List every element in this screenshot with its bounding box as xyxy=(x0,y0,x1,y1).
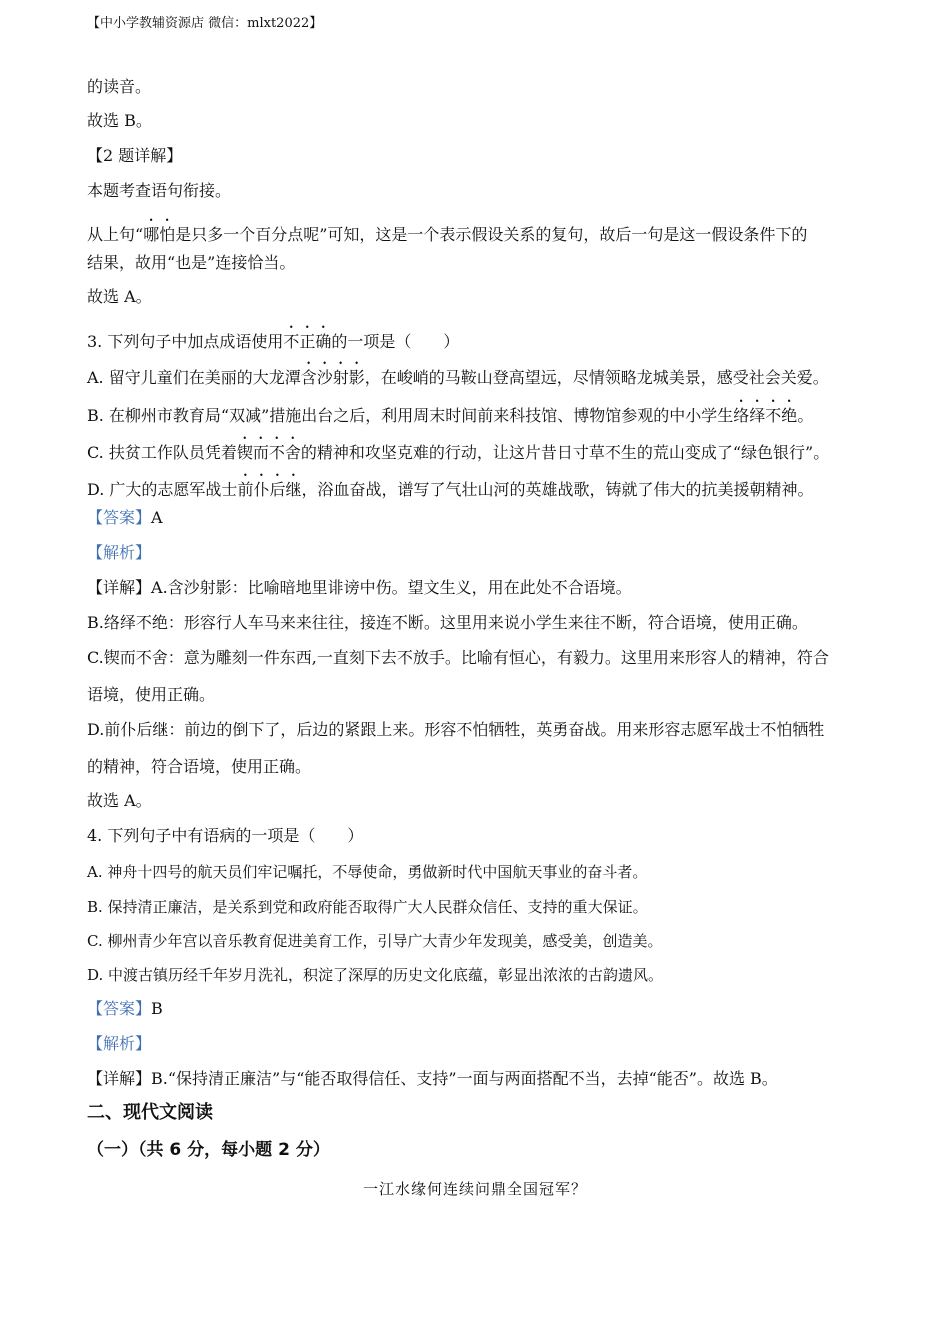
q3-optB-pre: B. 在柳州市教育局“双减”措施出台之后，利用周末时间前来科技馆、博物馆参观的中小学生 xyxy=(87,406,734,425)
q3-detail-d-line-2: 的精神，符合语境，使用正确。 xyxy=(87,757,312,776)
q3-detail-a-text: A.含沙射影：比喻暗地里诽谤中伤。望文生义，用在此处不合语境。 xyxy=(151,578,632,597)
q3-stem-pre: 3. 下列句子中加点成语使用 xyxy=(87,332,284,351)
q3-stem-post: 的一项是（ ） xyxy=(331,332,460,351)
q3-detail-d-line-1: D.前仆后继：前边的倒下了，后边的紧跟上来。形容不怕牺牲，英勇奋战。用来形容志愿军战士不怕牺牲 xyxy=(87,720,825,739)
q3-option-d xyxy=(87,471,813,500)
q2-explanation-line-1 xyxy=(87,216,807,245)
q4-option-a: A. 神舟十四号的航天员们牢记嘱托，不辱使命，勇做新时代中国航天事业的奋斗者。 xyxy=(87,863,648,881)
q2-intro: 本题考查语句衔接。 xyxy=(87,181,232,200)
q3-optD-post: ，浴血奋战，谱写了气壮山河的英雄战歌，铸就了伟大的抗美援朝精神。 xyxy=(301,480,814,499)
q3-optB-dotted: 络绎不绝 xyxy=(733,406,798,425)
header-watermark: 【中小学教辅资源店 微信：mlxt2022】 xyxy=(87,16,323,31)
q3-option-c xyxy=(87,434,829,463)
q3-detail-c-line-1: C.锲而不舍：意为雕刻一件东西,一直刻下去不放手。比喻有恒心，有毅力。这里用来形容人的精神，符合 xyxy=(87,648,829,667)
q3-optD-dotted: 前仆后继 xyxy=(237,480,302,499)
q2-line1-post: 是只多一个百分点呢”可知，这是一个表示假设关系的复句，故后一句是这一假设条件下的 xyxy=(175,225,808,244)
q3-stem xyxy=(87,323,459,352)
q3-optA-post: ，在峻峭的马鞍山登高望远，尽情领略龙城美景，感受社会关爱。 xyxy=(364,368,829,387)
q3-optA-pre: A. 留守儿童们在美丽的大龙潭 xyxy=(87,368,301,387)
q3-optD-pre: D. 广大的志愿军战士 xyxy=(87,480,238,499)
q3-detail-a xyxy=(87,578,632,598)
q4-detail xyxy=(87,1069,778,1089)
q3-detail-c-line-2: 语境，使用正确。 xyxy=(87,685,216,704)
q4-answer-label: 【答案】 xyxy=(87,999,152,1018)
q3-optC-pre: C. 扶贫工作队员凭着 xyxy=(87,443,237,462)
q3-optC-dotted: 锲而不舍 xyxy=(236,443,301,462)
q4-option-d: D. 中渡古镇历经千年岁月洗礼，积淀了深厚的历史文化底蕴，彰显出浓浓的古韵遗风。 xyxy=(87,966,664,984)
q4-detail-text: B.“保持清正廉洁”与“能否取得信任、支持”一面与两面搭配不当，去掉“能否”。故选 B。 xyxy=(151,1069,778,1088)
q2-line1-pre: 从上句“ xyxy=(87,225,144,244)
q3-optC-post: 的精神和攻坚克难的行动，让这片昔日寸草不生的荒山变成了“绿色银行”。 xyxy=(300,443,830,462)
q3-stem-dotted: 不正确 xyxy=(283,332,332,351)
article-title: 一江水缘何连续问鼎全国冠军？ xyxy=(362,1180,587,1198)
q2-heading: 【2 题详解】 xyxy=(87,146,183,165)
q2-explanation-line-2: 结果，故用“也是”连接恰当。 xyxy=(87,253,296,272)
q4-answer xyxy=(87,999,163,1019)
q4-detail-label: 【详解】 xyxy=(87,1069,152,1088)
q4-stem: 4. 下列句子中有语病的一项是（ ） xyxy=(87,826,364,845)
q3-option-b xyxy=(87,397,813,426)
q3-analysis-label: 【解析】 xyxy=(87,543,152,562)
q3-detail-b: B.络绎不绝：形容行人车马来来往往，接连不断。这里用来说小学生来往不断，符合语境，使用正确。 xyxy=(87,613,808,632)
section-subheading: （一）（共 6 分，每小题 2 分） xyxy=(87,1140,330,1160)
q4-analysis-label: 【解析】 xyxy=(87,1034,152,1053)
q3-optA-dotted: 含沙射影 xyxy=(300,368,365,387)
q4-option-c: C. 柳州青少年宫以音乐教育促进美育工作，引导广大青少年发现美，感受美，创造美。 xyxy=(87,932,663,950)
q4-option-b: B. 保持清正廉洁，是关系到党和政府能否取得广大人民群众信任、支持的重大保证。 xyxy=(87,898,648,916)
q4-answer-value: B xyxy=(151,999,163,1018)
q3-answer xyxy=(87,508,163,528)
q3-detail-label: 【详解】 xyxy=(87,578,152,597)
q3-optB-post: 。 xyxy=(797,406,814,425)
q3-option-a xyxy=(87,359,829,388)
section-heading-modern-reading: 二、现代文阅读 xyxy=(87,1102,213,1123)
q2-choose-text: 故选 A。 xyxy=(87,287,152,306)
q2-line1-dotted: 哪怕 xyxy=(143,225,176,244)
q3-answer-label: 【答案】 xyxy=(87,508,152,527)
q1-choose-text: 故选 B。 xyxy=(87,111,152,130)
q1-reading-text: 的读音。 xyxy=(87,77,152,96)
q3-answer-value: A xyxy=(151,508,163,527)
q3-choose-text: 故选 A。 xyxy=(87,791,152,810)
